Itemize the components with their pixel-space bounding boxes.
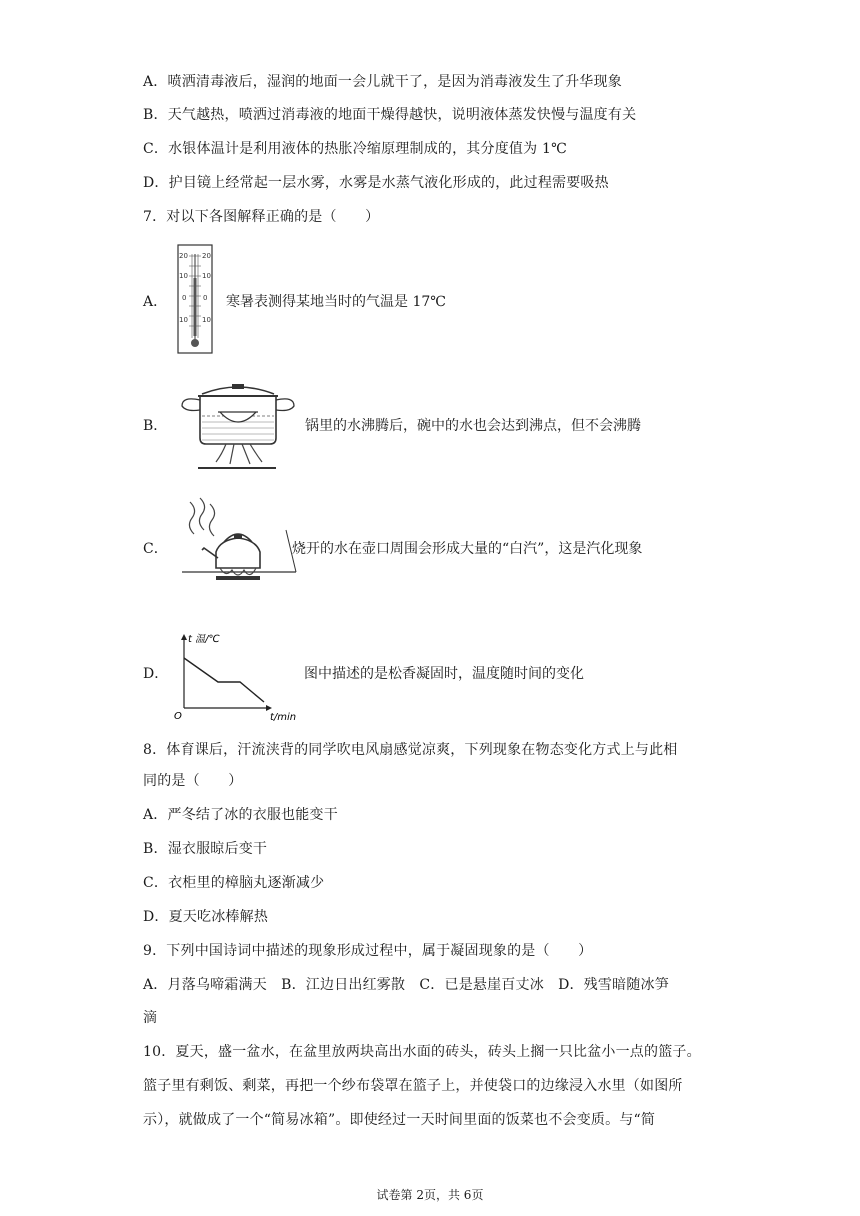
q7-c-label: C．	[143, 541, 168, 557]
q6-option-a: A．喷洒清毒液后，湿润的地面一会儿就干了，是因为消毒液发生了升华现象	[143, 74, 622, 90]
graph-x-label: t/min	[270, 712, 297, 722]
thermo-tick-left-10: 10	[179, 272, 188, 280]
thermo-tick-left-20: 20	[179, 252, 188, 260]
q6-option-d: D．护目镜上经常起一层水雾，水雾是水蒸气液化形成的，此过程需要吸热	[143, 175, 609, 191]
q10-line1: 10．夏天，盛一盆水，在盆里放两块高出水面的砖头，砖头上搁一只比盆小一点的篮子。	[143, 1044, 701, 1060]
q8-stem-line2: 同的是（ ）	[143, 773, 243, 789]
q6-option-b: B．天气越热，喷洒过消毒液的地面干燥得越快，说明液体蒸发快慢与温度有关	[143, 107, 637, 123]
q7-d-text: 图中描述的是松香凝固时，温度随时间的变化	[304, 666, 584, 682]
q9-options: A．月落乌啼霜满天 B．江边日出红雾散 C．已是悬崖百丈冰 D．残雪暗随冰笋	[143, 977, 669, 993]
thermo-tick-right-neg10: 10	[202, 316, 211, 324]
graph-y-label: t 温/℃	[188, 634, 220, 645]
pot-bowl-figure	[176, 382, 300, 474]
q7-d-label: D．	[143, 666, 169, 682]
thermo-tick-left-0: 0	[182, 294, 187, 302]
q9-options-wrap: 滴	[143, 1010, 158, 1026]
kettle-figure	[176, 490, 298, 590]
q8-option-c: C．衣柜里的樟脑丸逐渐减少	[143, 875, 325, 891]
thermometer-figure	[176, 244, 216, 356]
q8-option-a: A．严冬结了冰的衣服也能变干	[143, 807, 338, 823]
q7-c-text: 烧开的水在壶口周围会形成大量的“白汽”，这是汽化现象	[292, 541, 643, 557]
thermo-tick-right-10: 10	[202, 272, 211, 280]
thermo-tick-right-20: 20	[202, 252, 211, 260]
q7-stem: 7．对以下各图解释正确的是（ ）	[143, 209, 380, 225]
q8-option-d: D．夏天吃冰棒解热	[143, 909, 269, 925]
q8-stem-line1: 8．体育课后，汗流浃背的同学吹电风扇感觉凉爽，下列现象在物态变化方式上与此相	[143, 742, 678, 758]
page-footer: 试卷第 2页，共 6页	[376, 1188, 484, 1202]
cooling-graph-figure	[174, 632, 304, 722]
q7-b-text: 锅里的水沸腾后，碗中的水也会达到沸点，但不会沸腾	[305, 418, 641, 434]
q7-a-label: A．	[143, 294, 168, 310]
q9-stem: 9．下列中国诗词中描述的现象形成过程中，属于凝固现象的是（ ）	[143, 943, 593, 959]
q7-a-text: 寒暑表测得某地当时的气温是 17℃	[226, 294, 446, 310]
q6-option-c: C．水银体温计是利用液体的热胀冷缩原理制成的，其分度值为 1℃	[143, 141, 567, 157]
thermo-tick-right-0: 0	[203, 294, 208, 302]
q10-line2: 篮子里有剩饭、剩菜，再把一个纱布袋罩在篮子上，并使袋口的边缘浸入水里（如图所	[143, 1078, 683, 1094]
q8-option-b: B．湿衣服晾后变干	[143, 841, 268, 857]
q10-line3: 示），就做成了一个“简易冰箱”。即使经过一天时间里面的饭菜也不会变质。与“简	[143, 1112, 656, 1128]
graph-origin-label: O	[174, 711, 182, 722]
thermo-tick-left-neg10: 10	[179, 316, 188, 324]
temperature-curve	[184, 658, 264, 702]
q7-b-label: B．	[143, 418, 168, 434]
